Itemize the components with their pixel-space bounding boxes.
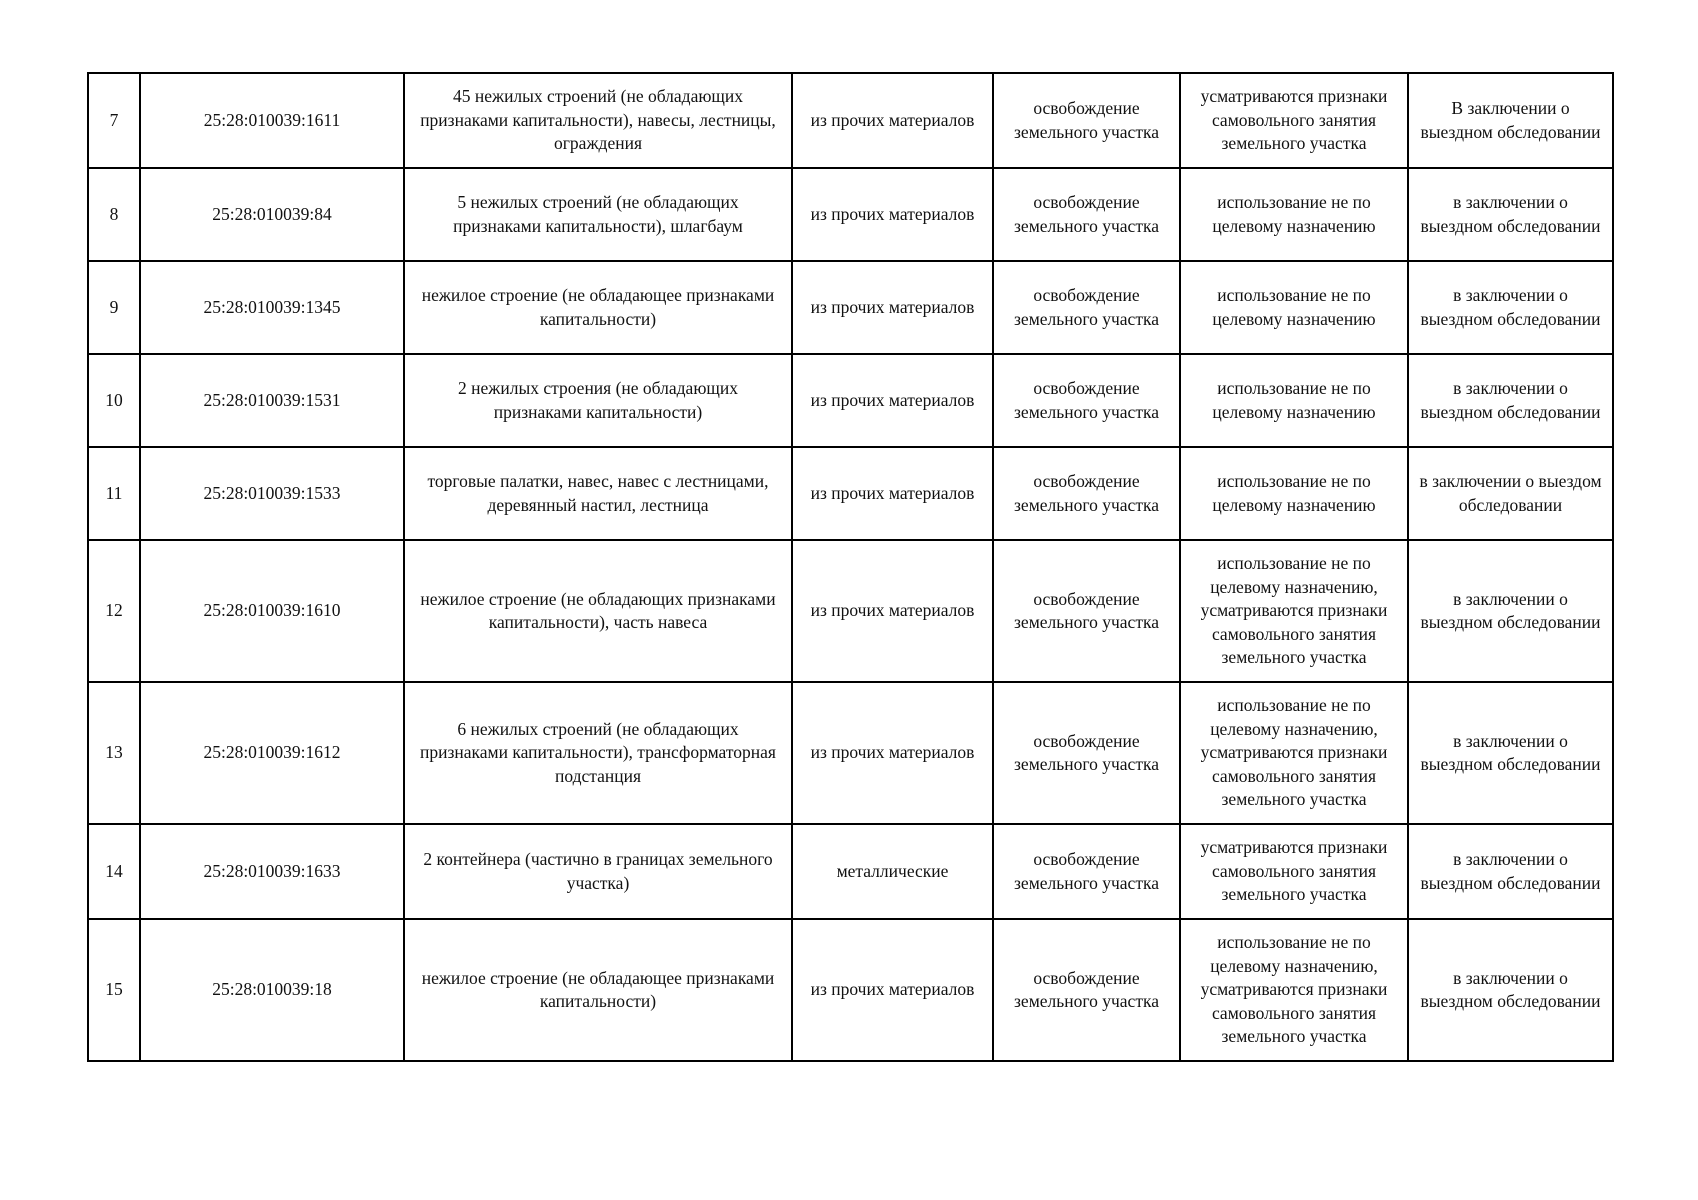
row-number-cell: 15 [88, 919, 140, 1061]
table-row [88, 919, 1613, 1061]
note-cell: в заключении о выездном обследовании [1408, 682, 1613, 824]
table-row [88, 447, 1613, 540]
note-cell: в заключении о выездном обследовании [1408, 354, 1613, 447]
cadastral-number-cell: 25:28:010039:1633 [140, 824, 404, 919]
object-description-cell: 6 нежилых строений (не обладающих признаками капитальности), трансформаторная подстанция [404, 682, 792, 824]
object-description-cell: 2 нежилых строения (не обладающих признаками капитальности) [404, 354, 792, 447]
object-description-cell: нежилое строение (не обладающее признаками капитальности) [404, 919, 792, 1061]
row-number-cell: 7 [88, 73, 140, 168]
material-cell: из прочих материалов [792, 261, 993, 354]
cadastral-number-cell: 25:28:010039:84 [140, 168, 404, 261]
object-description-cell: 2 контейнера (частично в границах земельного участка) [404, 824, 792, 919]
violation-cell: использование не по целевому назначению, усматриваются признаки самовольного занятия земельного участка [1180, 540, 1408, 682]
note-cell: в заключении о выездом обследовании [1408, 447, 1613, 540]
object-description-cell: 5 нежилых строений (не обладающих признаками капитальности), шлагбаум [404, 168, 792, 261]
required-action-cell: освобождение земельного участка [993, 168, 1180, 261]
violation-cell: усматриваются признаки самовольного занятия земельного участка [1180, 73, 1408, 168]
cadastral-number-cell: 25:28:010039:1611 [140, 73, 404, 168]
required-action-cell: освобождение земельного участка [993, 354, 1180, 447]
note-cell: в заключении о выездном обследовании [1408, 540, 1613, 682]
object-description-cell: нежилое строение (не обладающее признаками капитальности) [404, 261, 792, 354]
required-action-cell: освобождение земельного участка [993, 540, 1180, 682]
row-number-cell: 13 [88, 682, 140, 824]
material-cell: из прочих материалов [792, 73, 993, 168]
note-cell: в заключении о выездном обследовании [1408, 824, 1613, 919]
material-cell: из прочих материалов [792, 540, 993, 682]
object-description-cell: торговые палатки, навес, навес с лестницами, деревянный настил, лестница [404, 447, 792, 540]
required-action-cell: освобождение земельного участка [993, 261, 1180, 354]
violation-cell: использование не по целевому назначению [1180, 261, 1408, 354]
required-action-cell: освобождение земельного участка [993, 682, 1180, 824]
row-number-cell: 12 [88, 540, 140, 682]
cadastral-number-cell: 25:28:010039:1533 [140, 447, 404, 540]
table-row [88, 354, 1613, 447]
row-number-cell: 9 [88, 261, 140, 354]
required-action-cell: освобождение земельного участка [993, 824, 1180, 919]
violation-cell: усматриваются признаки самовольного занятия земельного участка [1180, 824, 1408, 919]
table-row [88, 261, 1613, 354]
cadastral-number-cell: 25:28:010039:1612 [140, 682, 404, 824]
row-number-cell: 14 [88, 824, 140, 919]
table-row [88, 540, 1613, 682]
cadastral-number-cell: 25:28:010039:1610 [140, 540, 404, 682]
note-cell: в заключении о выездном обследовании [1408, 261, 1613, 354]
note-cell: в заключении о выездном обследовании [1408, 168, 1613, 261]
violation-cell: использование не по целевому назначению, усматриваются признаки самовольного занятия земельного участка [1180, 682, 1408, 824]
cadastral-number-cell: 25:28:010039:18 [140, 919, 404, 1061]
material-cell: металлические [792, 824, 993, 919]
material-cell: из прочих материалов [792, 354, 993, 447]
required-action-cell: освобождение земельного участка [993, 447, 1180, 540]
row-number-cell: 11 [88, 447, 140, 540]
material-cell: из прочих материалов [792, 447, 993, 540]
cadastral-number-cell: 25:28:010039:1531 [140, 354, 404, 447]
table-row [88, 824, 1613, 919]
violation-cell: использование не по целевому назначению [1180, 354, 1408, 447]
material-cell: из прочих материалов [792, 682, 993, 824]
table-body [88, 73, 1613, 1061]
cadastral-number-cell: 25:28:010039:1345 [140, 261, 404, 354]
violation-cell: использование не по целевому назначению [1180, 447, 1408, 540]
object-description-cell: 45 нежилых строений (не обладающих признаками капитальности), навесы, лестницы, ограждения [404, 73, 792, 168]
table-row [88, 682, 1613, 824]
material-cell: из прочих материалов [792, 919, 993, 1061]
required-action-cell: освобождение земельного участка [993, 73, 1180, 168]
note-cell: в заключении о выездном обследовании [1408, 919, 1613, 1061]
note-cell: В заключении о выездном обследовании [1408, 73, 1613, 168]
table-row [88, 168, 1613, 261]
table-row [88, 73, 1613, 168]
violation-cell: использование не по целевому назначению, усматриваются признаки самовольного занятия земельного участка [1180, 919, 1408, 1061]
row-number-cell: 10 [88, 354, 140, 447]
required-action-cell: освобождение земельного участка [993, 919, 1180, 1061]
row-number-cell: 8 [88, 168, 140, 261]
object-description-cell: нежилое строение (не обладающих признаками капитальности), часть навеса [404, 540, 792, 682]
violation-cell: использование не по целевому назначению [1180, 168, 1408, 261]
objects-table [87, 72, 1614, 1062]
material-cell: из прочих материалов [792, 168, 993, 261]
